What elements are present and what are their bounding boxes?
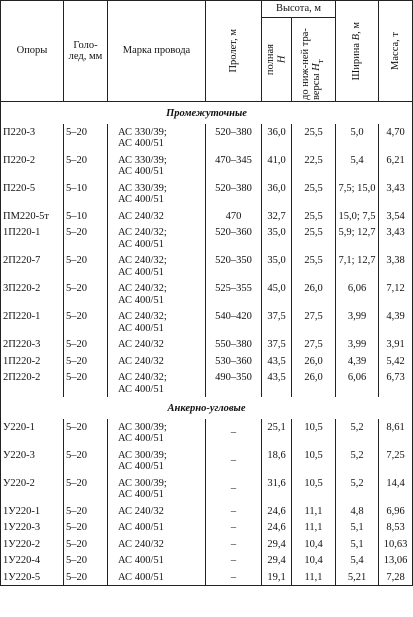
wire-grade-line: АС 400/51 [118, 571, 164, 583]
cell-width: 5,9; 12,7 [336, 224, 379, 252]
wire-grade-line: АС 400/51 [118, 555, 164, 566]
table-row [1, 569, 413, 586]
cell-marka [108, 353, 206, 370]
cell-width: 5,2 [336, 475, 379, 503]
wire-grade-line: АС 400/51 [118, 383, 164, 395]
cell-gololed: 5–20 [64, 280, 108, 308]
cell-gololed: 5–20 [64, 536, 108, 553]
cell-opora: 1У220-1 [1, 503, 64, 520]
cell-mass: 6,21 [379, 152, 413, 180]
cell-gololed: 5–20 [64, 519, 108, 536]
table-row [1, 336, 413, 353]
cell-opora: П220-5 [1, 180, 64, 208]
cell-marka [108, 552, 206, 569]
header-polnaya: полная H [262, 18, 292, 102]
cell-marka [108, 308, 206, 336]
header-gololed: Голо-лед, мм [64, 1, 108, 102]
cell-height-traverse: 25,5 [292, 124, 336, 152]
cell-prolet: 520–380 [206, 124, 262, 152]
cell-width: 5,21 [336, 569, 379, 586]
cell-height-full: 41,0 [262, 152, 292, 180]
cell-gololed: 5–20 [64, 369, 108, 397]
wire-grade-line: АС 300/39; [118, 449, 167, 461]
cell-height-full: 29,4 [262, 552, 292, 569]
cell-height-traverse: 10,5 [292, 419, 336, 447]
wire-grade-line: АС 240/32 [118, 505, 164, 517]
cell-gololed: 5–20 [64, 447, 108, 475]
table-row [1, 536, 413, 553]
cell-height-full: 32,7 [262, 208, 292, 225]
cell-gololed: 5–20 [64, 152, 108, 180]
cell-mass: 7,25 [379, 447, 413, 475]
cell-prolet: 550–380 [206, 336, 262, 353]
section-row [1, 397, 413, 419]
cell-gololed: 5–20 [64, 224, 108, 252]
cell-height-full: 45,0 [262, 280, 292, 308]
cell-height-traverse: 10,4 [292, 552, 336, 569]
cell-prolet: – [206, 475, 262, 503]
wire-grade-line: АС 400/51 [118, 138, 164, 149]
cell-width: 4,8 [336, 503, 379, 520]
cell-prolet: 540–420 [206, 308, 262, 336]
table-body [1, 102, 413, 586]
cell-marka [108, 419, 206, 447]
cell-opora: ПМ220-5т [1, 208, 64, 225]
cell-opora: 1У220-5 [1, 569, 64, 586]
cell-opora: 2П220-7 [1, 252, 64, 280]
wire-grade-line: АС 240/32; [118, 311, 167, 322]
cell-prolet: – [206, 447, 262, 475]
wire-grade-line: АС 300/39; [118, 477, 167, 489]
table-row [1, 447, 413, 475]
wire-grade-line: АС 400/51 [118, 461, 164, 472]
cell-height-full: 19,1 [262, 569, 292, 586]
table-row [1, 552, 413, 569]
cell-gololed: 5–20 [64, 569, 108, 586]
cell-gololed: 5–20 [64, 503, 108, 520]
cell-mass: 6,73 [379, 369, 413, 397]
cell-mass: 7,12 [379, 280, 413, 308]
cell-mass: 7,28 [379, 569, 413, 586]
cell-mass: 3,54 [379, 208, 413, 225]
cell-marka [108, 519, 206, 536]
cell-width: 5,1 [336, 519, 379, 536]
table-row [1, 124, 413, 152]
header-prolet: Пролет, м [206, 1, 262, 102]
cell-height-full: 43,5 [262, 369, 292, 397]
cell-mass: 10,63 [379, 536, 413, 553]
cell-mass: 4,39 [379, 308, 413, 336]
cell-opora: 3П220-2 [1, 280, 64, 308]
table-row [1, 180, 413, 208]
cell-width: 5,1 [336, 536, 379, 553]
cell-gololed: 5–20 [64, 419, 108, 447]
cell-mass: 5,42 [379, 353, 413, 370]
cell-mass: 3,43 [379, 224, 413, 252]
cell-height-full: 36,0 [262, 180, 292, 208]
wire-grade-line: АС 400/51 [118, 266, 164, 278]
wire-grade-line: АС 400/51 [118, 194, 164, 205]
cell-prolet: – [206, 519, 262, 536]
cell-opora: П220-3 [1, 124, 64, 152]
cell-height-traverse: 26,0 [292, 353, 336, 370]
cell-width: 15,0; 7,5 [336, 208, 379, 225]
section-title: Анкерно-угловые [1, 397, 413, 419]
cell-marka [108, 447, 206, 475]
cell-height-traverse: 27,5 [292, 336, 336, 353]
cell-prolet: 525–355 [206, 280, 262, 308]
wire-grade-line: АС 240/32 [118, 355, 164, 367]
cell-opora: 1У220-2 [1, 536, 64, 553]
cell-height-full: 24,6 [262, 519, 292, 536]
cell-height-traverse: 27,5 [292, 308, 336, 336]
cell-mass: 3,43 [379, 180, 413, 208]
cell-height-traverse: 11,1 [292, 519, 336, 536]
cell-height-full: 24,6 [262, 503, 292, 520]
cell-width: 6,06 [336, 369, 379, 397]
wire-grade-line: АС 300/39; [118, 421, 167, 433]
cell-height-traverse: 25,5 [292, 180, 336, 208]
cell-height-traverse: 25,5 [292, 252, 336, 280]
cell-height-full: 43,5 [262, 353, 292, 370]
cell-height-traverse: 11,1 [292, 569, 336, 586]
cell-gololed: 5–20 [64, 308, 108, 336]
wire-grade-line: АС 240/32; [118, 227, 167, 238]
cell-height-traverse: 22,5 [292, 152, 336, 180]
cell-gololed: 5–20 [64, 336, 108, 353]
cell-marka [108, 369, 206, 397]
wire-grade-line: АС 400/51 [118, 322, 164, 334]
cell-height-traverse: 26,0 [292, 280, 336, 308]
cell-width: 7,5; 15,0 [336, 180, 379, 208]
cell-width: 5,2 [336, 419, 379, 447]
cell-marka [108, 224, 206, 252]
cell-marka [108, 152, 206, 180]
wire-grade-line: АС 240/32 [118, 210, 164, 222]
cell-marka [108, 475, 206, 503]
cell-prolet: 520–380 [206, 180, 262, 208]
cell-width: 6,06 [336, 280, 379, 308]
cell-height-full: 37,5 [262, 336, 292, 353]
cell-height-full: 25,1 [262, 419, 292, 447]
cell-opora: 1У220-4 [1, 552, 64, 569]
cell-gololed: 5–20 [64, 353, 108, 370]
table-row [1, 503, 413, 520]
table-row [1, 369, 413, 397]
cell-marka [108, 252, 206, 280]
wire-grade-line: АС 400/51 [118, 294, 164, 306]
cell-mass: 13,06 [379, 552, 413, 569]
cell-height-traverse: 11,1 [292, 503, 336, 520]
cell-width: 5,2 [336, 447, 379, 475]
cell-gololed: 5–20 [64, 124, 108, 152]
cell-prolet: 520–350 [206, 252, 262, 280]
cell-opora: 1У220-3 [1, 519, 64, 536]
wire-grade-line: АС 400/51 [118, 433, 164, 444]
cell-mass: 8,53 [379, 519, 413, 536]
cell-mass: 4,70 [379, 124, 413, 152]
cell-mass: 6,96 [379, 503, 413, 520]
cell-width: 3,99 [336, 336, 379, 353]
cell-marka [108, 569, 206, 586]
cell-height-traverse: 10,5 [292, 475, 336, 503]
cell-width: 3,99 [336, 308, 379, 336]
cell-height-full: 18,6 [262, 447, 292, 475]
cell-width: 5,4 [336, 552, 379, 569]
cell-mass: 14,4 [379, 475, 413, 503]
section-title: Промежуточные [1, 102, 413, 124]
wire-grade-line: АС 330/39; [118, 126, 167, 138]
cell-prolet: – [206, 569, 262, 586]
table-row [1, 419, 413, 447]
cell-marka [108, 124, 206, 152]
cell-prolet: 470–345 [206, 152, 262, 180]
cell-opora: П220-2 [1, 152, 64, 180]
cell-prolet: – [206, 419, 262, 447]
wire-grade-line: АС 240/32 [118, 339, 164, 350]
cell-prolet: 520–360 [206, 224, 262, 252]
cell-height-full: 29,4 [262, 536, 292, 553]
wire-grade-line: АС 400/51 [118, 238, 164, 250]
wire-grade-line: АС 330/39; [118, 182, 167, 194]
cell-width: 4,39 [336, 353, 379, 370]
cell-prolet: 470 [206, 208, 262, 225]
header-marka: Марка провода [108, 1, 206, 102]
cell-height-full: 35,0 [262, 252, 292, 280]
cell-gololed: 5–20 [64, 475, 108, 503]
cell-height-traverse: 25,5 [292, 224, 336, 252]
cell-width: 7,1; 12,7 [336, 252, 379, 280]
cell-prolet: 490–350 [206, 369, 262, 397]
cell-mass: 3,91 [379, 336, 413, 353]
cell-marka [108, 208, 206, 225]
cell-gololed: 5–20 [64, 252, 108, 280]
cell-opora: 2П220-1 [1, 308, 64, 336]
cell-width: 5,0 [336, 124, 379, 152]
table-row [1, 280, 413, 308]
wire-grade-line: АС 240/32; [118, 372, 167, 383]
wire-grade-line: АС 400/51 [118, 522, 164, 533]
cell-mass: 3,38 [379, 252, 413, 280]
header-opory: Опоры [1, 1, 64, 102]
table-row [1, 475, 413, 503]
wire-grade-line: АС 240/32; [118, 255, 167, 266]
cell-height-full: 36,0 [262, 124, 292, 152]
cell-prolet: 530–360 [206, 353, 262, 370]
cell-height-traverse: 10,5 [292, 447, 336, 475]
wire-grade-line: АС 240/32 [118, 538, 164, 550]
cell-marka [108, 280, 206, 308]
table-row [1, 252, 413, 280]
cell-height-traverse: 26,0 [292, 369, 336, 397]
wire-grade-line: АС 400/51 [118, 166, 164, 177]
cell-height-full: 37,5 [262, 308, 292, 336]
cell-gololed: 5–10 [64, 208, 108, 225]
cell-height-traverse: 10,4 [292, 536, 336, 553]
cell-marka [108, 336, 206, 353]
wire-grade-line: АС 400/51 [118, 489, 164, 500]
header-vysota: Высота, м [262, 1, 336, 18]
cell-marka [108, 503, 206, 520]
cell-opora: 1П220-2 [1, 353, 64, 370]
header-do-nizh: до ниж-ней тра-версы $H_т$ [292, 18, 336, 102]
table-row [1, 152, 413, 180]
table-row [1, 519, 413, 536]
table-row [1, 208, 413, 225]
cell-opora: 1П220-1 [1, 224, 64, 252]
cell-gololed: 5–20 [64, 552, 108, 569]
cell-marka [108, 180, 206, 208]
cell-prolet: – [206, 503, 262, 520]
table-row [1, 308, 413, 336]
header-massa: Масса, т [379, 1, 413, 102]
cell-opora: У220-3 [1, 447, 64, 475]
cell-mass: 8,61 [379, 419, 413, 447]
cell-prolet: – [206, 552, 262, 569]
cell-opora: 2П220-2 [1, 369, 64, 397]
cell-gololed: 5–10 [64, 180, 108, 208]
table-row [1, 224, 413, 252]
cell-height-full: 35,0 [262, 224, 292, 252]
wire-grade-line: АС 240/32; [118, 283, 167, 294]
cell-marka [108, 536, 206, 553]
cell-height-full: 31,6 [262, 475, 292, 503]
cell-opora: 2П220-3 [1, 336, 64, 353]
cell-width: 5,4 [336, 152, 379, 180]
cell-height-traverse: 25,5 [292, 208, 336, 225]
cell-prolet: – [206, 536, 262, 553]
cell-opora: У220-1 [1, 419, 64, 447]
section-row [1, 102, 413, 124]
wire-grade-line: АС 330/39; [118, 154, 167, 166]
header-shirina: Ширина B, м [336, 1, 379, 102]
cell-opora: У220-2 [1, 475, 64, 503]
table-row [1, 353, 413, 370]
